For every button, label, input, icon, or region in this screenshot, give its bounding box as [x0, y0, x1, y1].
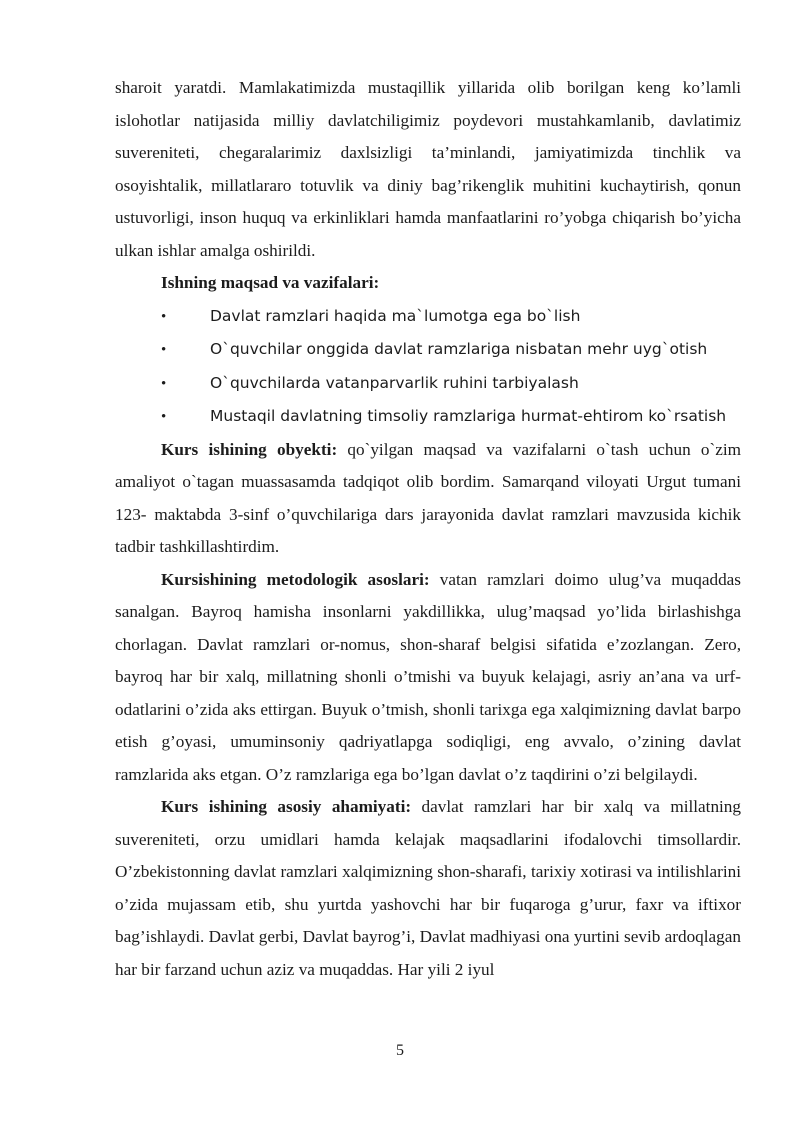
importance-label: Kurs ishining asosiy ahamiyati:	[161, 797, 412, 816]
list-item	[115, 400, 741, 434]
goals-heading: Ishning maqsad va vazifalari:	[161, 273, 380, 292]
object-text: qo`yilgan maqsad va vazifalarni o`tash uchun o`zim amaliyot o`tagan muassasamda tadqiqot olib bordim. Samarqand viloyati Urgut tumani 123- maktabda 3-sinf o’quvchilariga dars jarayonida davlat ramzlari mavzusida kichik tadbir tashkillashtirdim.	[115, 439, 742, 556]
importance-paragraph	[115, 791, 741, 986]
list-item	[115, 333, 741, 367]
goals-list	[115, 300, 741, 434]
bullet-icon: •	[161, 308, 167, 325]
methodology-text: vatan ramzlari doimo ulug’va muqaddas sanalgan. Bayroq hamisha insonlarni yakdillikka, ulug’maqsad yo’lida birlashishga chorlagan. Davlat ramzlari or-nomus, shon-sharaf belgisi sifatida e’zozlangan. Zero, bayroq har bir xalq, millatning shonli o’tmishi va buyuk kelajagi, asriy an’ana va urf-odatlarini o’zida aks ettirgan. Buyuk o’tmish, shonli tarixga ega xalqimizning davlat barpo etish g’oyasi, umuminsoniy qadriyatlapga sodiqligi, eng avvalo, o’zining davlat ramzlarida aks etgan. O’z ramzlariga ega bo’lgan davlat o’z taqdirini o’zi belgilaydi.	[115, 569, 741, 784]
bullet-icon: •	[161, 375, 167, 392]
goal-text: Davlat ramzlari haqida ma`lumotga ega bo`lish	[210, 306, 581, 325]
methodology-label: Kursishining metodologik asoslari:	[161, 569, 430, 589]
list-item	[115, 300, 741, 334]
bullet-icon: •	[161, 342, 167, 358]
goal-text: O`quvchilarda vatanparvarlik ruhini tarbiyalash	[210, 373, 579, 392]
importance-text: davlat ramzlari har bir xalq va millatning suvereniteti, orzu umidlari hamda kelajak maqsadlarini ifodalovchi timsollardir. O’zbekistonning davlat ramzlari xalqimizning shon-sharafi, tarixiy xotirasi va intilishlarini o’zida mujassam etib, shu yurtda yashovchi har bir fuqaroga g’urur, faxr va iftixor bag’ishlaydi. Davlat gerbi, Davlat bayrog’i, Davlat madhiyasi ona yurtini sevib ardoqlagan har bir farzand uchun aziz va muqaddas. Har yili 2 iyul	[115, 797, 741, 979]
methodology-paragraph	[115, 564, 741, 792]
document-page	[115, 72, 741, 986]
goal-text: Mustaqil davlatning timsoliy ramzlariga hurmat-ehtirom ko`rsatish	[210, 407, 727, 425]
object-label: Kurs ishining obyekti:	[161, 439, 338, 459]
list-item	[115, 367, 741, 401]
object-paragraph	[115, 434, 741, 564]
intro-paragraph: sharoit yaratdi. Mamlakatimizda mustaqillik yillarida olib borilgan keng ko’lamli islohotlar natijasida milliy davlatchiligimiz poydevori mustahkamlanib, davlatimiz suvereniteti, chegaralarimiz daxlsizligi ta’minlandi, jamiyatimizda tinchlik va osoyishtalik, millatlararo totuvlik va diniy bag’rikenglik muhitini kuchaytirish, qonun ustuvorligi, inson huquq va erkinliklari hamda manfaatlarini ro’yobga chiqarish bo’yicha ulkan ishlar amalga oshirildi.	[115, 78, 741, 260]
page-number: 5	[396, 1042, 404, 1059]
goal-text: O`quvchilar onggida davlat ramzlariga nisbatan mehr uyg`otish	[210, 340, 708, 358]
bullet-icon: •	[161, 409, 167, 425]
